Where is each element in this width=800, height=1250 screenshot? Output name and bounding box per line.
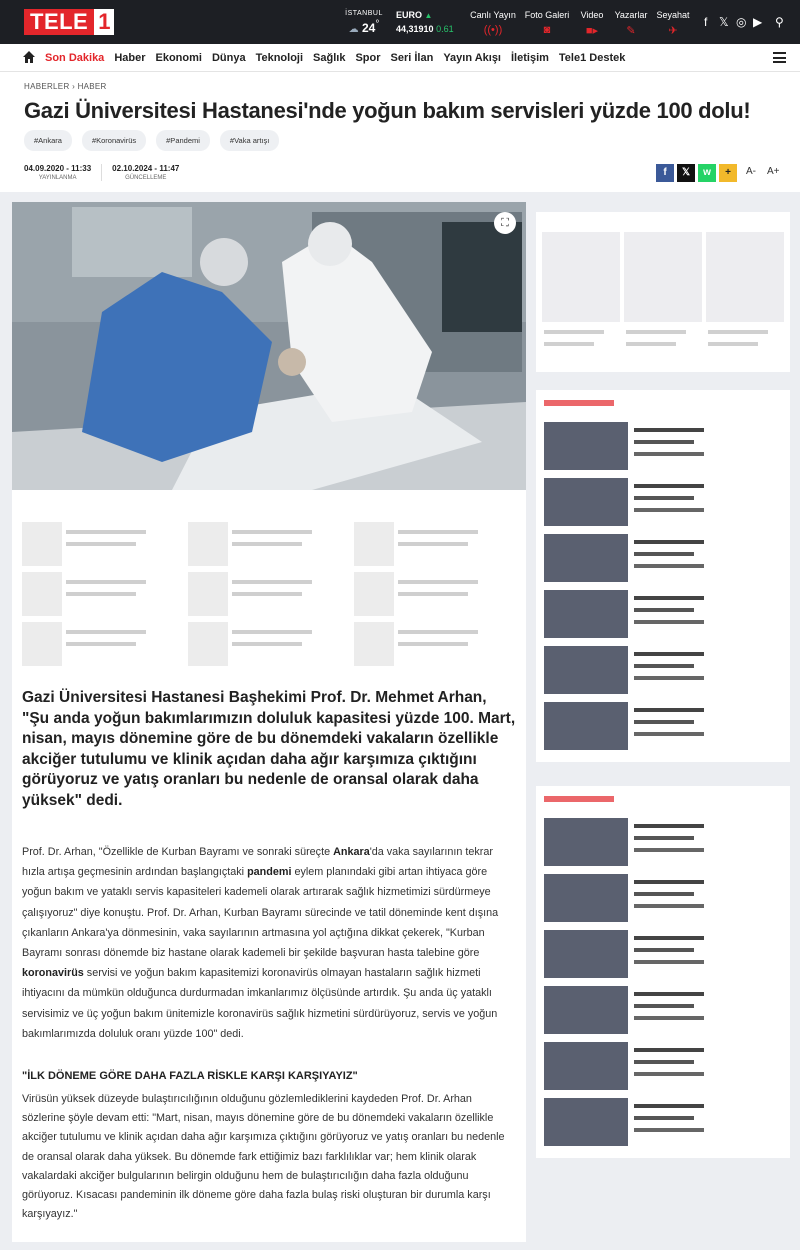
keyword-koronavirus[interactable]: koronavirüs: [22, 967, 84, 980]
breadcrumb-haber[interactable]: HABER: [77, 82, 107, 91]
nav-dunya[interactable]: Dünya: [211, 52, 246, 64]
logo-number: 1: [94, 9, 114, 35]
youtube-icon[interactable]: ▶: [753, 15, 763, 29]
article-body-2: Virüsün yüksek düzeyde bulaştırıcılığının olduğunu gözlemlediklerini kaydeden Prof. Dr. Arhan sözlerine şöyle devam etti: "Mart, nisan, mayıs dönemine göre de bu dönemdeki vakaların özellikle akciğer tutulumu ve klinik açıdan daha ağır karşımıza çıktığını görüyoruz ve yatış oranları bu nedenle de oransal olarak daha yüksek. Bu dönemde fark ettiğimiz bazı farklılıklar var; hem klinik olarak vakalardaki akciğer bulgularının belirgin olduğunu hem de bulaştırıcılığın daha fazla olduğunu görüyoruz. Kısacası pandeminin ilk döneme göre daha fazla bulaş riski oluşturan bir durumla karşı karşıyayız.": [22, 1093, 505, 1221]
product-widget[interactable]: [536, 212, 790, 372]
nav-teknoloji[interactable]: Teknoloji: [255, 52, 304, 64]
tag-vaka-artisi[interactable]: #Vaka artışı: [220, 130, 279, 151]
weather-widget: [342, 10, 386, 35]
nav-haber[interactable]: Haber: [114, 52, 146, 64]
article-dates: [24, 164, 199, 181]
keyword-ankara[interactable]: Ankara: [333, 846, 370, 858]
font-decrease-button[interactable]: A-: [746, 166, 756, 177]
instagram-icon[interactable]: ◎: [736, 15, 747, 29]
published-date: 04.09.2020 - 11:33 YAYINLANMA: [24, 164, 102, 181]
news-list-widget-1[interactable]: [536, 390, 790, 762]
page-title: Gazi Üniversitesi Hastanesi'nde yoğun bakım servisleri yüzde 100 dolu!: [24, 98, 751, 123]
search-icon[interactable]: ⚲: [775, 15, 784, 29]
article-header: [0, 72, 800, 192]
tag-koronavirus[interactable]: #Koronavirüs: [82, 130, 146, 151]
nav-son-dakika[interactable]: Son Dakika: [45, 52, 105, 64]
home-icon[interactable]: [22, 50, 36, 64]
top-bar: [0, 0, 800, 44]
facebook-icon[interactable]: f: [704, 15, 708, 29]
font-increase-button[interactable]: A+: [767, 166, 780, 177]
weather-city: İSTANBUL: [345, 10, 383, 17]
camera-icon: ◙: [543, 24, 551, 36]
nav-ekonomi[interactable]: Ekonomi: [155, 52, 202, 64]
topnav-travel[interactable]: Seyahat ✈: [654, 10, 692, 37]
arrow-up-icon: ▲: [424, 11, 433, 20]
article-subheading: "İLK DÖNEME GÖRE DAHA FAZLA RİSKLE KARŞI KARŞIYAYIZ": [22, 1070, 358, 1082]
live-icon: ((•)): [483, 24, 503, 36]
share-facebook-button[interactable]: f: [656, 164, 674, 182]
weather-temp: ☁ 24°: [348, 19, 380, 35]
article-body: Prof. Dr. Arhan, "Özellikle de Kurban Bayramı ve sonraki süreçte Ankara'da vaka sayılarının tekrar hızla artışa geçmesinin ardından başlangıçtaki pandemi eylem planındaki gibi artan ihtiyaca göre yoğun bakım ve yataklı servis kapasiteleri kademeli olarak artırarak sağlık hizmetimizi sürdürmeye çalışıyoruz" diye konuştu. Prof. Dr. Arhan, Kurban Bayramı sürecinde ve tatil döneminde kent dışına çıkanların Ankara'ya dönmesinin, vaka sayılarının artmasına yol açtığına dikkat çekerek, "Kurban Bayramı sonrası dönemde biz hastane olarak kademeli bir şekilde başvuran hasta talebine göre koronavirüs servisi ve yoğun bakım kapasitemizi koronavirüs olmayan hastaların sağlık hizmeti ihtiyacını da mümkün olduğunca durdurmadan imkanlarımız ölçüsünde artırdık. Şu anda üç yataklı servisimiz ve üç yoğun bakım ünitemizle koronavirüs sağlık hizmetini sürdürüyoruz, servis ve yoğun bakımlarımızda doluluk oranı yüzde 100" dedi.: [22, 846, 499, 1040]
hero-photo: [12, 202, 526, 490]
x-icon[interactable]: 𝕏: [719, 15, 729, 29]
share-whatsapp-button[interactable]: w: [698, 164, 716, 182]
share-buttons: [656, 164, 737, 182]
logo-text: TELE: [24, 9, 94, 35]
share-x-button[interactable]: 𝕏: [677, 164, 695, 182]
nav-spor[interactable]: Spor: [355, 52, 381, 64]
breadcrumb-haberler[interactable]: HABERLER: [24, 82, 70, 91]
topnav-authors[interactable]: Yazarlar ✎: [612, 10, 650, 37]
video-icon: ■▸: [585, 25, 599, 37]
nav-yayin-akisi[interactable]: Yayın Akışı: [443, 52, 501, 64]
hamburger-menu-icon[interactable]: [773, 52, 786, 63]
currency-name: EURO ▲: [396, 10, 433, 20]
hero-image[interactable]: [12, 202, 526, 490]
logo[interactable]: [24, 8, 114, 36]
main-nav: [0, 44, 800, 72]
nav-seri-ilan[interactable]: Seri İlan: [390, 52, 434, 64]
pen-icon: ✎: [626, 25, 636, 37]
topnav-gallery[interactable]: Foto Galeri ◙: [524, 10, 570, 36]
currency-value: 44,31910 0.61: [396, 24, 454, 34]
ad-grid[interactable]: [22, 522, 516, 670]
topnav-video[interactable]: Video ■▸: [578, 10, 606, 37]
cloud-icon: ☁: [348, 24, 359, 35]
news-list-widget-2[interactable]: [536, 786, 790, 1158]
plane-icon: ✈: [668, 25, 678, 37]
nav-saglik[interactable]: Sağlık: [313, 52, 346, 64]
tag-ankara[interactable]: #Ankara: [24, 130, 72, 151]
nav-iletisim[interactable]: İletişim: [511, 52, 549, 64]
share-more-button[interactable]: +: [719, 164, 737, 182]
tag-pandemi[interactable]: #Pandemi: [156, 130, 210, 151]
article-lead: Gazi Üniversitesi Hastanesi Başhekimi Prof. Dr. Mehmet Arhan, "Şu anda yoğun bakımlarımızın doluluk kapasitesi yüzde 100. Mart, nisan, mayıs dönemine göre de bu dönemdeki vakaların özellikle akciğer tutulumu ve klinik açıdan daha ağır karşımıza çıktığını görüyoruz ve yatış oranları bu nedenle de oransal olarak daha yüksek" dedi.: [22, 689, 516, 809]
updated-date: 02.10.2024 - 11:47 GÜNCELLEME: [112, 164, 180, 181]
keyword-pandemi[interactable]: pandemi: [247, 866, 292, 879]
currency-widget: [396, 10, 460, 34]
nav-destek[interactable]: Tele1 Destek: [558, 52, 626, 64]
expand-icon[interactable]: ⛶: [494, 212, 516, 234]
article-content: [12, 202, 526, 1242]
tag-list: [24, 130, 279, 151]
breadcrumb: HABERLER › HABER: [24, 82, 107, 91]
topnav-live[interactable]: Canlı Yayın ((•)): [470, 10, 516, 36]
